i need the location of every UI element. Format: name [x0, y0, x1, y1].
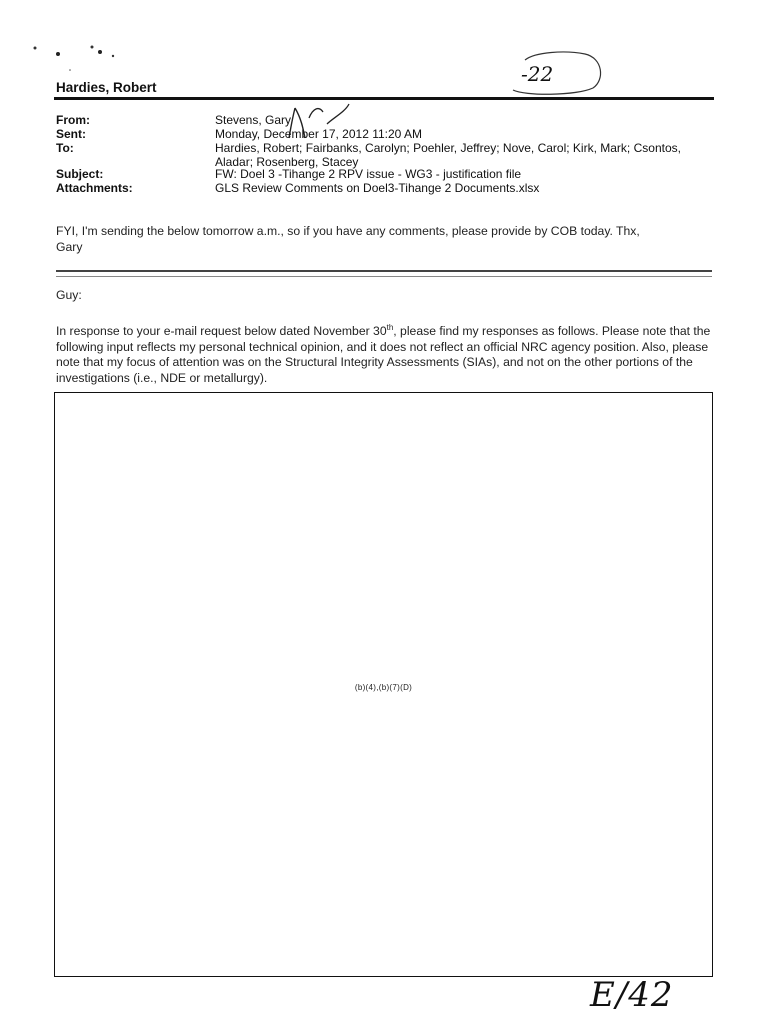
attachments-value: GLS Review Comments on Doel3-Tihange 2 Documents.xlsx [215, 181, 540, 195]
subject-value: FW: Doel 3 -Tihange 2 RPV issue - WG3 - justification file [215, 167, 522, 181]
salutation: Guy: [56, 288, 82, 302]
redaction-label: (b)(4),(b)(7)(D) [354, 683, 413, 692]
response-paragraph [56, 320, 716, 386]
scan-specks [30, 40, 130, 80]
response-text-pre: In response to your e-mail request below dated November 30 [56, 324, 387, 339]
subject-label: Subject: [56, 167, 104, 181]
handwritten-stamp-number [505, 50, 615, 100]
attachments-label: Attachments: [56, 181, 133, 195]
handwritten-footer-code: E/42 [590, 975, 674, 1015]
signoff-text: Gary [56, 239, 83, 254]
stamp-number-text: -22 [521, 62, 554, 86]
response-superscript: th [386, 323, 394, 332]
to-value: Hardies, Robert; Fairbanks, Carolyn; Poehler, Jeffrey; Nove, Carol; Kirk, Mark; Csontos, Aladar; Rosenberg, Stacey [215, 141, 681, 169]
sent-label: Sent: [56, 127, 86, 141]
from-label: From: [56, 113, 90, 127]
response-text-post: , please find my responses as follows. Please note that the following input reflects my personal technical opinion, and it does not reflect an official NRC agency position. Also, please note that my focus of attention was on the Structural Integrity Assessments (SIAs), and not on the other portions of the investigations (i.e., NDE or metallurgy). [56, 324, 711, 385]
redaction-box [54, 392, 713, 977]
fyi-text: FYI, I'm sending the below tomorrow a.m., so if you have any comments, please provide by COB today. Thx, [56, 224, 640, 238]
to-label: To: [56, 141, 74, 155]
from-value: Stevens, Gary [215, 113, 292, 127]
header-rule [54, 97, 714, 100]
sent-value: Monday, December 17, 2012 11:20 AM [215, 127, 423, 141]
mailbox-owner: Hardies, Robert [56, 80, 157, 95]
fyi-paragraph [56, 224, 716, 255]
forward-separator [56, 270, 712, 277]
